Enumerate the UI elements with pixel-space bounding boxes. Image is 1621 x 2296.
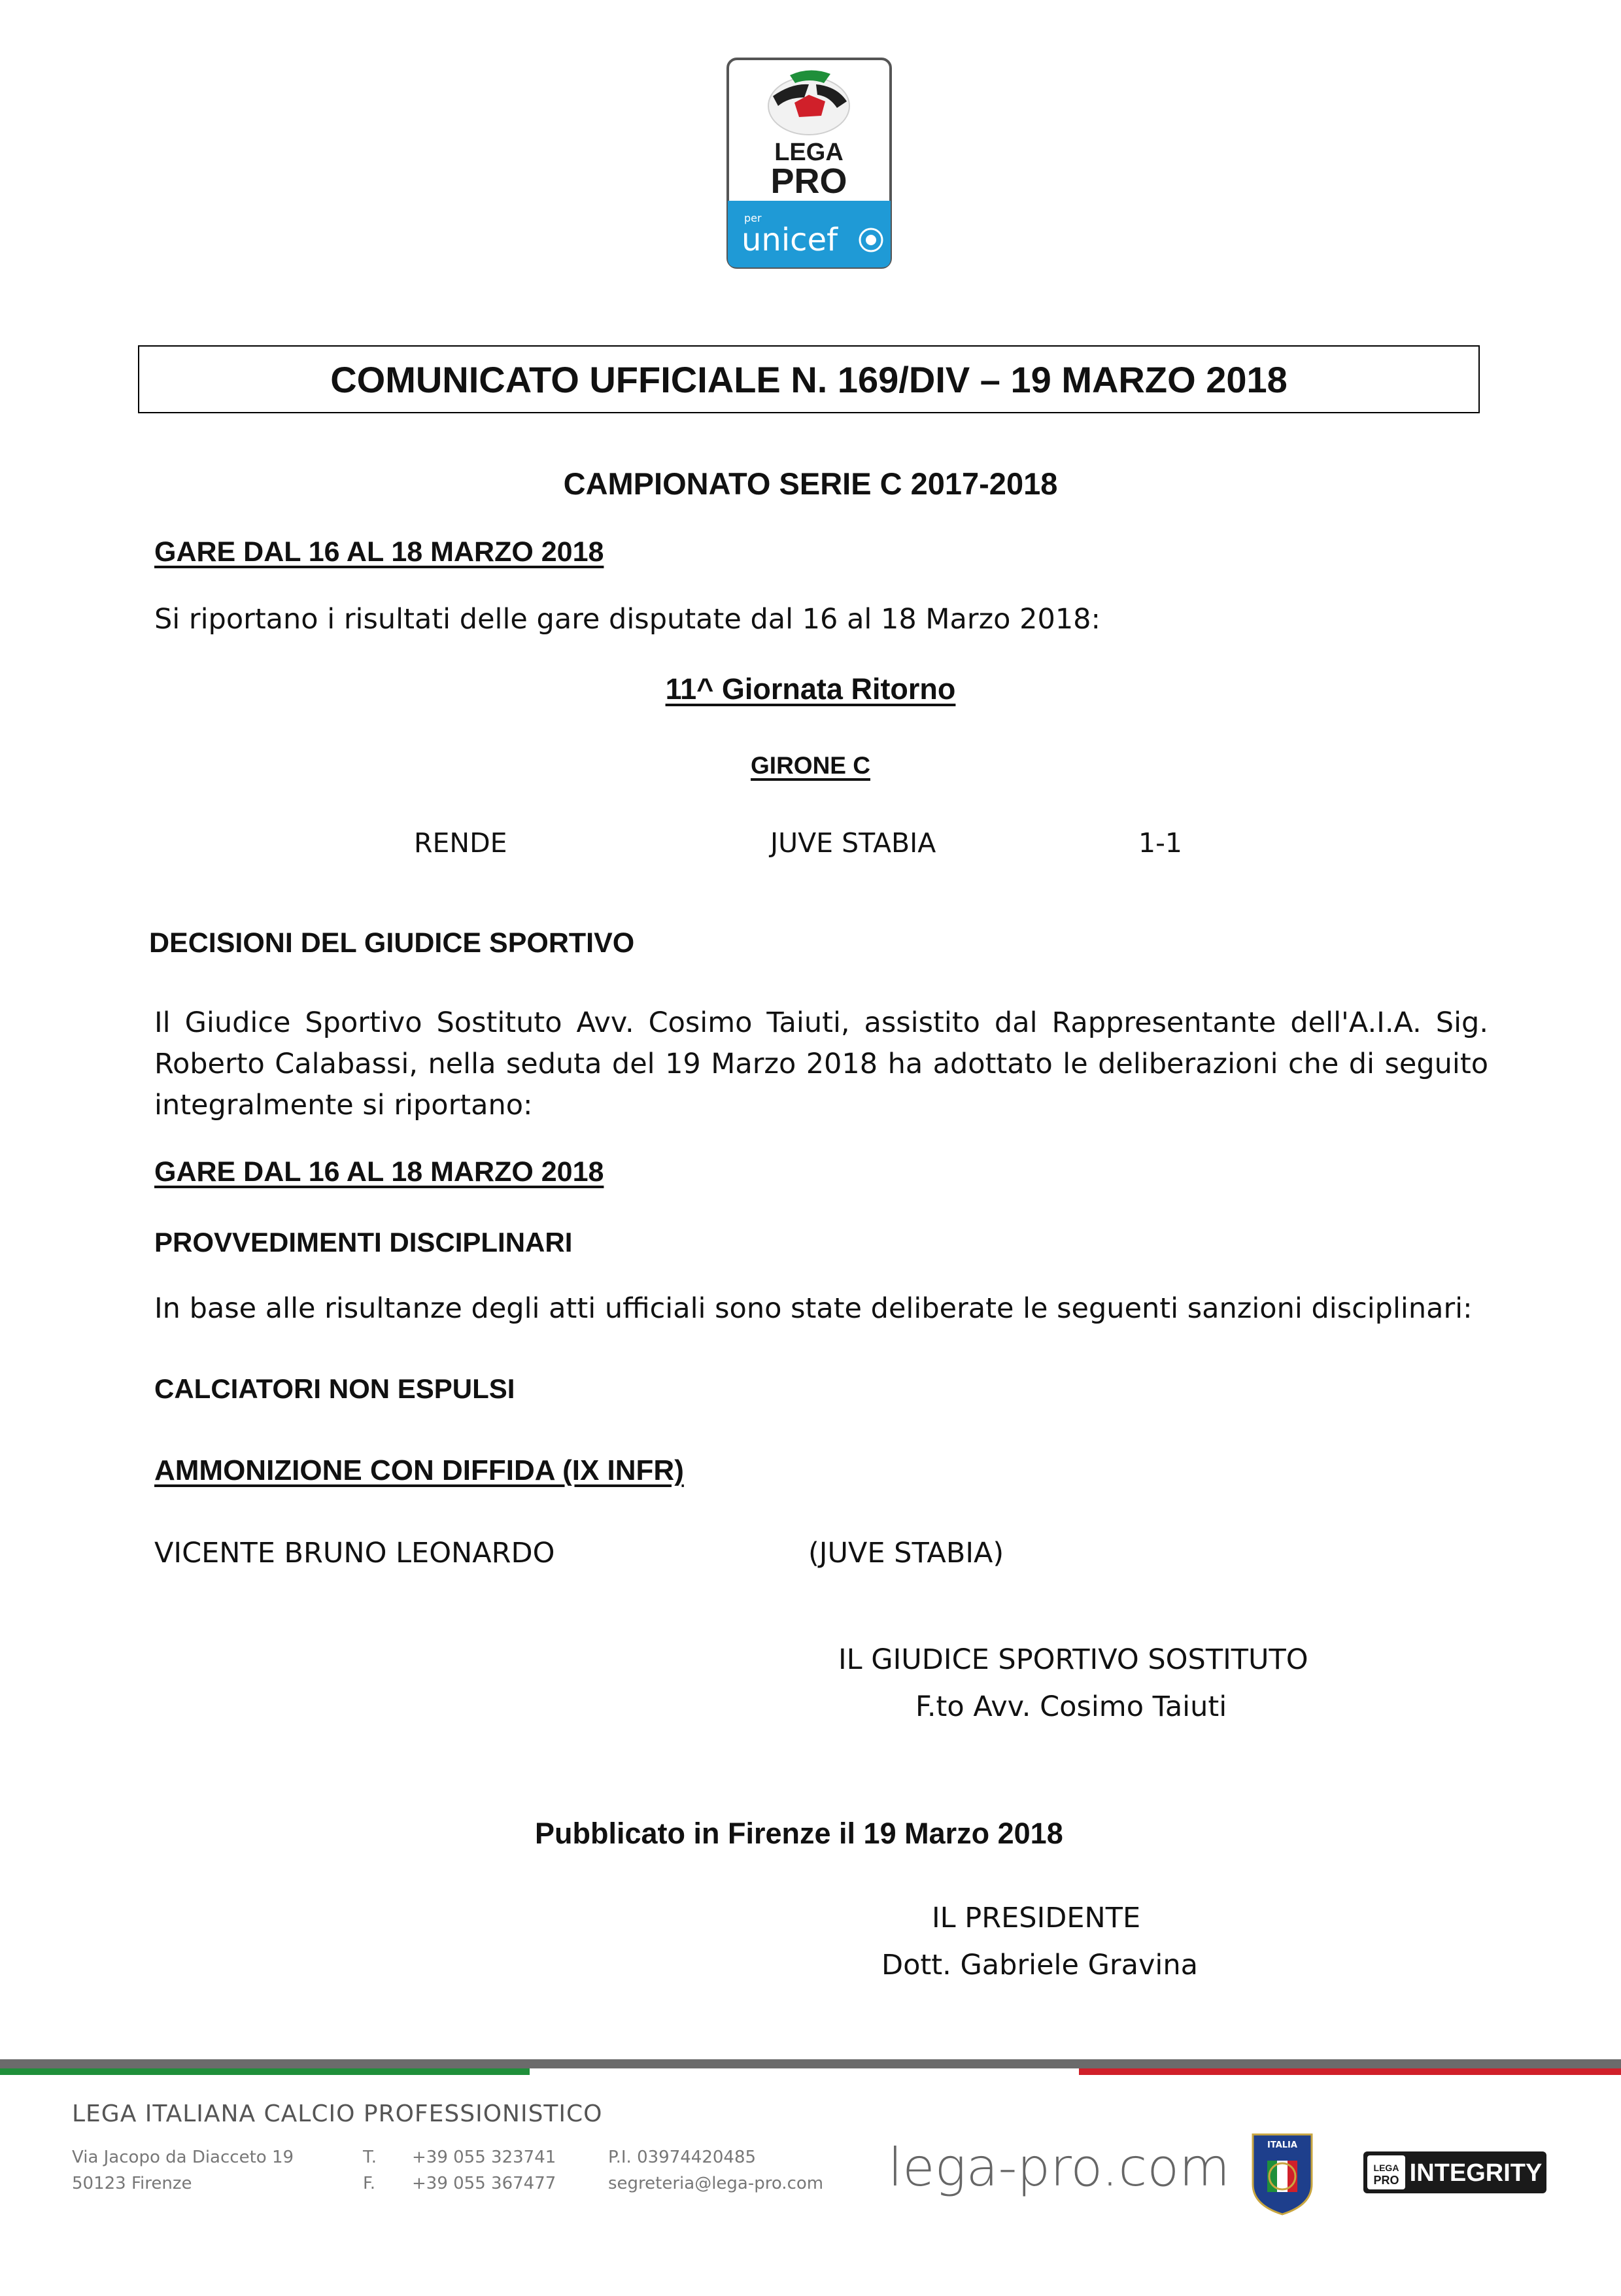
championship-heading: CAMPIONATO SERIE C 2017-2018 — [563, 466, 1058, 501]
sanctioned-player: VICENTE BRUNO LEONARDO — [154, 1537, 555, 1569]
footer-vat: P.I. 03974420485 — [608, 2148, 757, 2167]
footer-fax-label: F. — [363, 2174, 376, 2193]
footer-organization: LEGA ITALIANA CALCIO PROFESSIONISTICO — [72, 2100, 603, 2127]
president-name: Dott. Gabriele Gravina — [881, 1949, 1198, 1981]
footer-address-line1: Via Jacopo da Diacceto 19 — [72, 2148, 294, 2167]
footer-tel: +39 055 323741 — [412, 2148, 556, 2167]
disciplinary-heading: PROVVEDIMENTI DISCIPLINARI — [154, 1227, 573, 1258]
sanctioned-team: (JUVE STABIA) — [808, 1537, 1004, 1569]
results-intro: Si riportano i risultati delle gare disputate dal 16 al 18 Marzo 2018: — [154, 603, 1101, 636]
svg-text:PRO: PRO — [770, 162, 847, 201]
judge-name: F.to Avv. Cosimo Taiuti — [915, 1690, 1227, 1723]
svg-text:LEGA: LEGA — [1373, 2163, 1399, 2173]
figc-shield-icon — [1250, 2132, 1314, 2217]
footer-website[interactable]: lega-pro.com — [888, 2137, 1231, 2198]
svg-text:unicef: unicef — [742, 222, 838, 258]
published-line: Pubblicato in Firenze il 19 Marzo 2018 — [535, 1817, 1063, 1850]
section-heading-matches-2: GARE DAL 16 AL 18 MARZO 2018 — [154, 1156, 604, 1188]
warning-heading: AMMONIZIONE CON DIFFIDA (IX INFR) — [154, 1454, 684, 1486]
match-away-team: JUVE STABIA — [770, 827, 936, 859]
svg-text:per: per — [744, 212, 762, 224]
round-heading: 11^ Giornata Ritorno — [665, 672, 956, 706]
footer-email[interactable]: segreteria@lega-pro.com — [608, 2174, 824, 2193]
footer-fax: +39 055 367477 — [412, 2174, 556, 2193]
section-heading-matches: GARE DAL 16 AL 18 MARZO 2018 — [154, 536, 604, 568]
disciplinary-paragraph: In base alle risultanze degli atti ufficiali sono state deliberate le seguenti sanzioni disciplinari: — [154, 1292, 1473, 1325]
players-heading: CALCIATORI NON ESPULSI — [154, 1373, 515, 1404]
match-home-team: RENDE — [414, 827, 507, 859]
match-score: 1-1 — [1138, 827, 1182, 859]
svg-text:PRO: PRO — [1373, 2174, 1399, 2187]
tricolor-stripe — [0, 2059, 1621, 2075]
svg-text:LEGA: LEGA — [774, 139, 844, 166]
svg-text:ITALIA: ITALIA — [1267, 2140, 1297, 2150]
president-title: IL PRESIDENTE — [932, 1902, 1141, 1934]
group-heading: GIRONE C — [751, 752, 870, 779]
footer-address-line2: 50123 Firenze — [72, 2174, 192, 2193]
lega-pro-integrity-badge — [1363, 2151, 1546, 2193]
decisions-heading: DECISIONI DEL GIUDICE SPORTIVO — [149, 927, 635, 959]
judge-title: IL GIUDICE SPORTIVO SOSTITUTO — [838, 1643, 1308, 1676]
document-title: COMUNICATO UFFICIALE N. 169/DIV – 19 MARZO 2018 — [138, 345, 1480, 413]
footer-tel-label: T. — [363, 2148, 377, 2167]
svg-text:INTEGRITY: INTEGRITY — [1409, 2159, 1543, 2187]
decisions-paragraph: Il Giudice Sportivo Sostituto Avv. Cosimo Taiuti, assistito dal Rappresentante dell'A.I.A. Sig. Roberto Calabassi, nella seduta del 19 Marzo 2018 ha adottato le deliberazioni che di seguito integralmente si riportano: — [154, 1006, 1488, 1122]
lega-pro-unicef-logo — [726, 57, 893, 269]
